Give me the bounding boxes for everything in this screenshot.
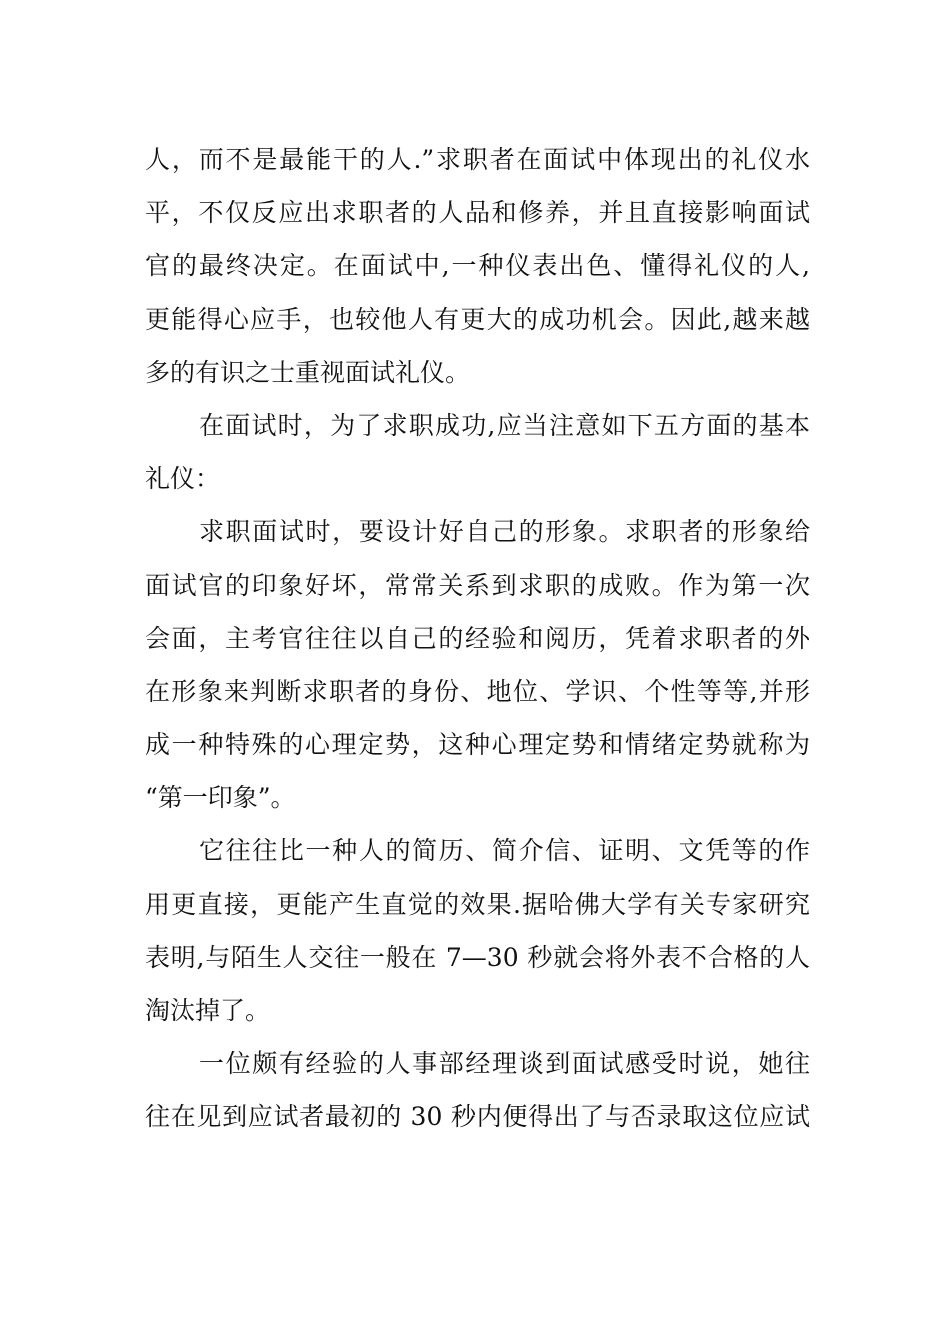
text-line: 人，而不是最能干的人.”求职者在面试中体现出的礼仪水 [145, 145, 810, 174]
text-line: 一位颇有经验的人事部经理谈到面试感受时说，她往 [199, 1049, 810, 1079]
document-body [145, 133, 810, 1144]
text-line: 会面，主考官往往以自己的经验和阅历，凭着求职者的外 [145, 623, 810, 653]
text-line: “第一印象”。 [145, 783, 296, 813]
text-line: 往在见到应试者最初的 30 秒内便得出了与否录取这位应试 [145, 1102, 810, 1132]
text-line: 求职面试时，要设计好自己的形象。求职者的形象给 [199, 517, 810, 547]
text-line: 在形象来判断求职者的身份、地位、学识、个性等等,并形 [145, 676, 810, 706]
text-line: 礼仪： [145, 464, 221, 494]
text-line: 用更直接，更能产生直觉的效果.据哈佛大学有关专家研究 [145, 889, 810, 919]
text-line: 多的有识之士重视面试礼仪。 [145, 357, 471, 387]
text-line: 在面试时，为了求职成功,应当注意如下五方面的基本 [199, 410, 810, 440]
text-line: 表明,与陌生人交往一般在 7—30 秒就会将外表不合格的人 [145, 942, 810, 972]
text-line: 它往往比一种人的简历、简介信、证明、文凭等的作 [199, 836, 810, 866]
text-line: 平，不仅反应出求职者的人品和修养，并且直接影响面试 [145, 198, 810, 228]
text-line: 淘汰掉了。 [145, 996, 271, 1025]
text-line: 面试官的印象好坏，常常关系到求职的成败。作为第一次 [145, 570, 810, 600]
text-line: 更能得心应手，也较他人有更大的成功机会。因此,越来越 [145, 304, 810, 334]
text-line: 成一种特殊的心理定势，这种心理定势和情绪定势就称为 [145, 730, 810, 760]
text-line: 官的最终决定。在面试中,一种仪表出色、懂得礼仪的人, [145, 251, 810, 281]
